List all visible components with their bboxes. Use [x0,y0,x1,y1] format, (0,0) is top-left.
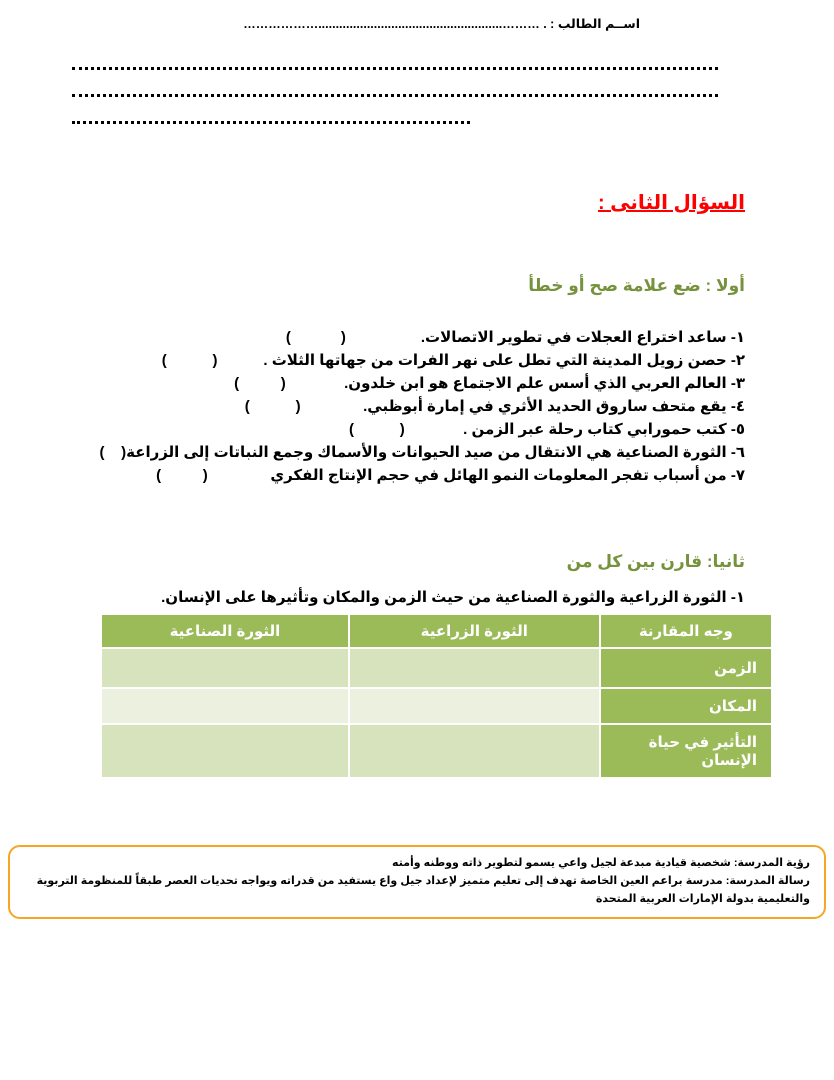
table-header-row [102,615,771,647]
true-false-list [45,326,745,487]
true-false-item: ٤- يقع متحف ساروق الحديد الأثري في إمارة أبوظبي. ( ) [244,398,745,415]
school-vision-mission-box [8,845,826,919]
row-label-time: الزمن [601,649,771,687]
table-answer-cell [350,649,599,687]
section-one-heading: أولا : ضع علامة صح أو خطأ [528,276,745,295]
true-false-item: ٧- من أسباب تفجر المعلومات النمو الهائل في حجم الإنتاج الفكري ( ) [156,467,745,484]
school-vision-text: رؤية المدرسة: شخصية قيادية مبدعة لجيل واعي يسمو لتطوير ذاته ووطنه وأمته [392,857,810,869]
table-answer-cell [102,649,348,687]
answer-line [72,58,718,70]
table-header-agricultural-revolution: الثورة الزراعية [350,615,599,647]
section-two-heading: ثانيا: قارن بين كل من [566,552,745,571]
table-answer-cell [102,689,348,723]
table-header-comparison-aspect: وجه المقارنة [601,615,771,647]
comparison-table [100,613,773,779]
question-title: السؤال الثانى : [597,192,745,214]
true-false-item: ٢- حصن زويل المدينة التي تطل على نهر الفرات من جهاتها الثلاث . ( ) [161,352,745,369]
true-false-item: ٦- الثورة الصناعية هي الانتقال من صيد الحيوانات والأسماك وجمع النباتات إلى الزراعة( ) [99,444,745,461]
true-false-item: ٣- العالم العربي الذي أسس علم الاجتماع هو ابن خلدون. ( ) [234,375,745,392]
student-name-line: اســم الطالب : . ……….....................................................……………… [243,17,640,31]
table-row-time [102,649,771,687]
answer-line [72,85,718,97]
compare-instruction: ١- الثورة الزراعية والثورة الصناعية من حيث الزمن والمكان وتأثيرها على الإنسان. [161,589,745,606]
table-answer-cell [350,725,599,777]
answer-lines [72,58,718,139]
true-false-item: ١- ساعد اختراع العجلات في تطوير الاتصالات. ( ) [285,329,745,346]
table-header-industrial-revolution: الثورة الصناعية [102,615,348,647]
table-row-effect-on-human-life [102,725,771,777]
answer-line [72,112,470,124]
row-label-effect-on-human-life: التأثير في حياة الإنسان [601,725,771,777]
table-answer-cell [102,725,348,777]
school-mission-text: رسالة المدرسة: مدرسة براعم العين الخاصة تهدف إلى تعليم متميز لإعداد جيل واع يستفيد من قدراته ويواجه تحديات العصر طبقاً للمنظومة التربوية والتعليمية بدولة الإمارات العربية المتحدة [36,875,810,906]
table-row-place [102,689,771,723]
true-false-item: ٥- كتب حمورابي كتاب رحلة عبر الزمن . ( ) [348,421,745,438]
row-label-place: المكان [601,689,771,723]
table-answer-cell [350,689,599,723]
